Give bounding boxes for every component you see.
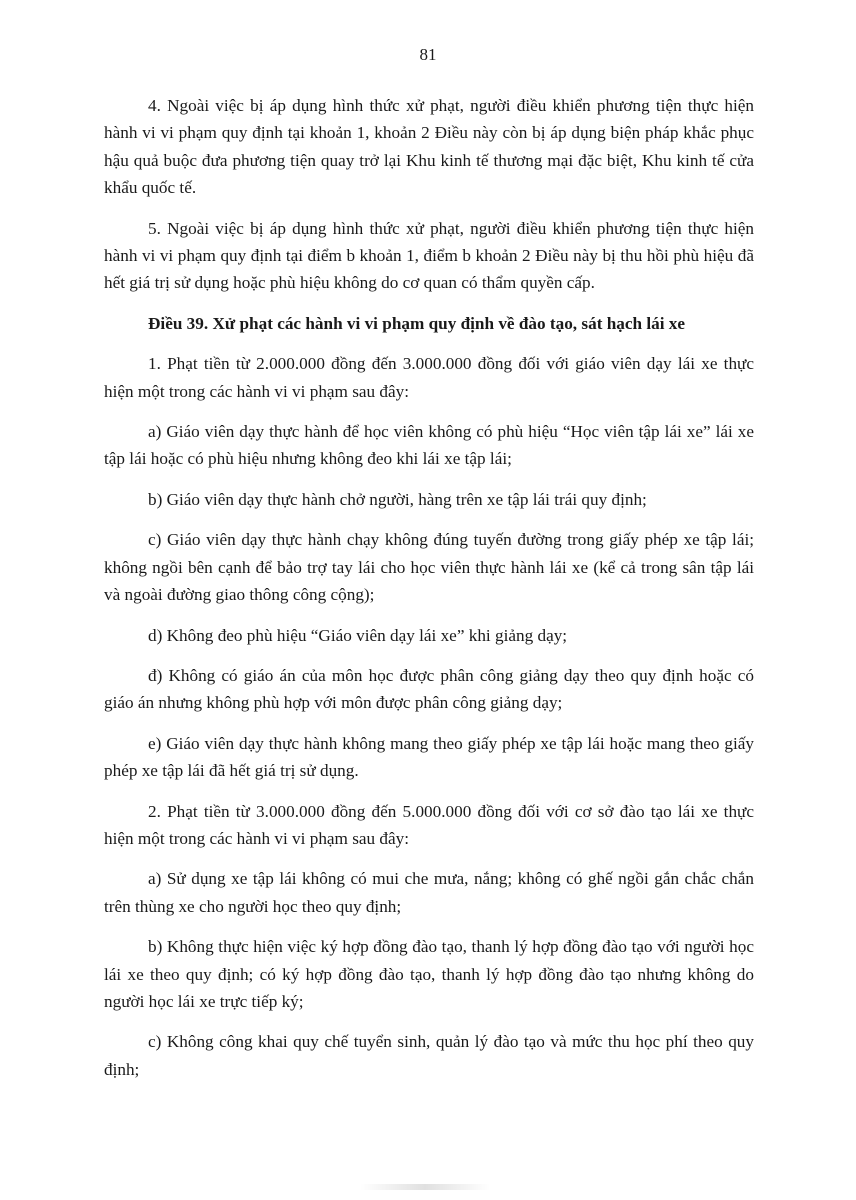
article-39-heading: Điều 39. Xử phạt các hành vi vi phạm quy định về đào tạo, sát hạch lái xe (148, 313, 686, 333)
scan-artifact (360, 1184, 490, 1190)
clause-1-item-c: c) Giáo viên dạy thực hành chạy không đúng tuyến đường trong giấy phép xe tập lái; không ngồi bên cạnh để bảo trợ tay lái cho học viên thực hành lái xe (kể cả trong sân tập lái và ngoài đường giao thông công cộng); (104, 530, 754, 605)
clause-5-paragraph: 5. Ngoài việc bị áp dụng hình thức xử phạt, người điều khiển phương tiện thực hiện hành vi vi phạm quy định tại điểm b khoản 1, điểm b khoản 2 Điều này bị thu hồi phù hiệu đã hết giá trị sử dụng hoặc phù hiệu không do cơ quan có thẩm quyền cấp. (104, 218, 754, 293)
clause-4-paragraph: 4. Ngoài việc bị áp dụng hình thức xử phạt, người điều khiển phương tiện thực hiện hành vi vi phạm quy định tại khoản 1, khoản 2 Điều này còn bị áp dụng biện pháp khắc phục hậu quả buộc đưa phương tiện quay trở lại Khu kinh tế thương mại đặc biệt, Khu kinh tế cửa khẩu quốc tế. (104, 96, 754, 198)
clause-2-item-a: a) Sử dụng xe tập lái không có mui che mưa, nắng; không có ghế ngồi gắn chắc chắn trên thùng xe cho người học theo quy định; (104, 869, 754, 916)
page-number: 81 (419, 45, 437, 64)
article-39-clause-1: 1. Phạt tiền từ 2.000.000 đồng đến 3.000.000 đồng đối với giáo viên dạy lái xe thực hiện một trong các hành vi vi phạm sau đây: (104, 354, 754, 401)
clause-1-item-b: b) Giáo viên dạy thực hành chở người, hàng trên xe tập lái trái quy định; (148, 489, 647, 509)
article-39-clause-2: 2. Phạt tiền từ 3.000.000 đồng đến 5.000.000 đồng đối với cơ sở đào tạo lái xe thực hiện một trong các hành vi vi phạm sau đây: (104, 801, 754, 848)
clause-2-item-b: b) Không thực hiện việc ký hợp đồng đào tạo, thanh lý hợp đồng đào tạo với người học lái xe theo quy định; có ký hợp đồng đào tạo, thanh lý hợp đồng đào tạo nhưng không do người học lái xe trực tiếp ký; (104, 937, 754, 1011)
clause-1-item-d: d) Không đeo phù hiệu “Giáo viên dạy lái xe” khi giảng dạy; (148, 625, 568, 645)
clause-1-item-dd: đ) Không có giáo án của môn học được phân công giảng dạy theo quy định hoặc có giáo án nhưng không phù hợp với môn được phân công giảng dạy; (104, 665, 754, 713)
clause-1-item-e: e) Giáo viên dạy thực hành không mang theo giấy phép xe tập lái hoặc mang theo giấy phép xe tập lái đã hết giá trị sử dụng. (104, 733, 754, 781)
clause-1-item-a: a) Giáo viên dạy thực hành để học viên không có phù hiệu “Học viên tập lái xe” lái xe tập lái hoặc có phù hiệu nhưng không đeo khi lái xe tập lái; (104, 422, 754, 469)
document-body (104, 92, 754, 1096)
clause-2-item-c: c) Không công khai quy chế tuyển sinh, quản lý đào tạo và mức thu học phí theo quy định; (104, 1032, 754, 1079)
